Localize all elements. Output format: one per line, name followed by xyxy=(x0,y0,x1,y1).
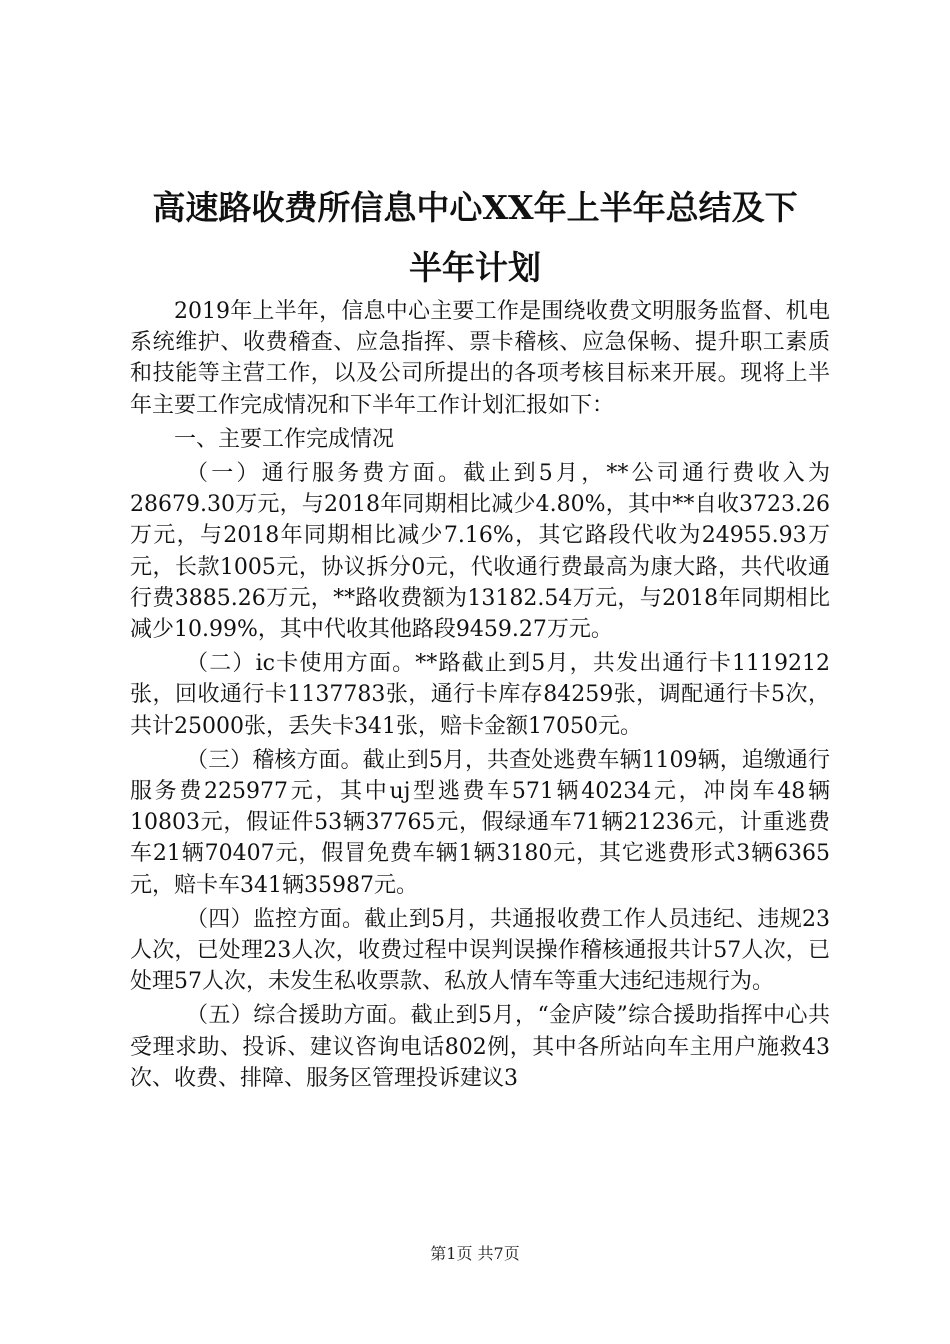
paragraph-assistance: （五）综合援助方面。截止到5月，“金庐陵”综合援助指挥中心共受理求助、投诉、建议咨询电话802例，其中各所站向车主用户施救43次、收费、排障、服务区管理投诉建议3 xyxy=(130,1003,830,1091)
title-line-2: 半年计划 xyxy=(409,248,541,287)
section-heading: 一、主要工作完成情况 xyxy=(174,426,395,452)
title-line-1: 高速路收费所信息中心XX年上半年总结及下 xyxy=(152,188,798,227)
paragraph-toll-fees: （一）通行服务费方面。截止到5月，**公司通行费收入为28679.30万元，与2018年同期相比减少4.80%，其中**自收3723.26万元，与2018年同期相比减少7.16%，其它路段代收为24955.93万元，长款1005元，协议拆分0元，代收通行费最高为康大路，共代收通行费3885.26万元，**路收费额为13182.54万元，与2018年同期相比减少10.99%，其中代收其他路段9459.27万元。 xyxy=(130,461,830,643)
intro-paragraph: 2019年上半年，信息中心主要工作是围绕收费文明服务监督、机电系统维护、收费稽查、应急指挥、票卡稽核、应急保畅、提升职工素质和技能等主营工作，以及公司所提出的各项考核目标来开展。现将上半年主要工作完成情况和下半年工作计划汇报如下： xyxy=(130,299,830,418)
paragraph-monitoring: （四）监控方面。截止到5月，共通报收费工作人员违纪、违规23人次，已处理23人次，收费过程中误判误操作稽核通报共计57人次，已处理57人次，未发生私收票款、私放人情车等重大违纪违规行为。 xyxy=(130,906,830,995)
document-title xyxy=(120,178,830,298)
paragraph-audit: （三）稽核方面。截止到5月，共查处逃费车辆1109辆，追缴通行服务费225977元，其中uj型逃费车571辆40234元，冲岗车48辆10803元，假证件53辆37765元，假绿通车71辆21236元，计重逃费车21辆70407元，假冒免费车辆1辆3180元，其它逃费形式3辆6365元，赔卡车341辆35987元。 xyxy=(130,747,830,898)
page-footer: 第1页 共7页 xyxy=(430,1244,520,1263)
paragraph-ic-card: （二）ic卡使用方面。**路截止到5月，共发出通行卡1119212张，回收通行卡1137783张，通行卡库存84259张，调配通行卡5次，共计25000张，丢失卡341张，赔卡金额17050元。 xyxy=(130,651,830,739)
document-body xyxy=(130,296,830,1097)
